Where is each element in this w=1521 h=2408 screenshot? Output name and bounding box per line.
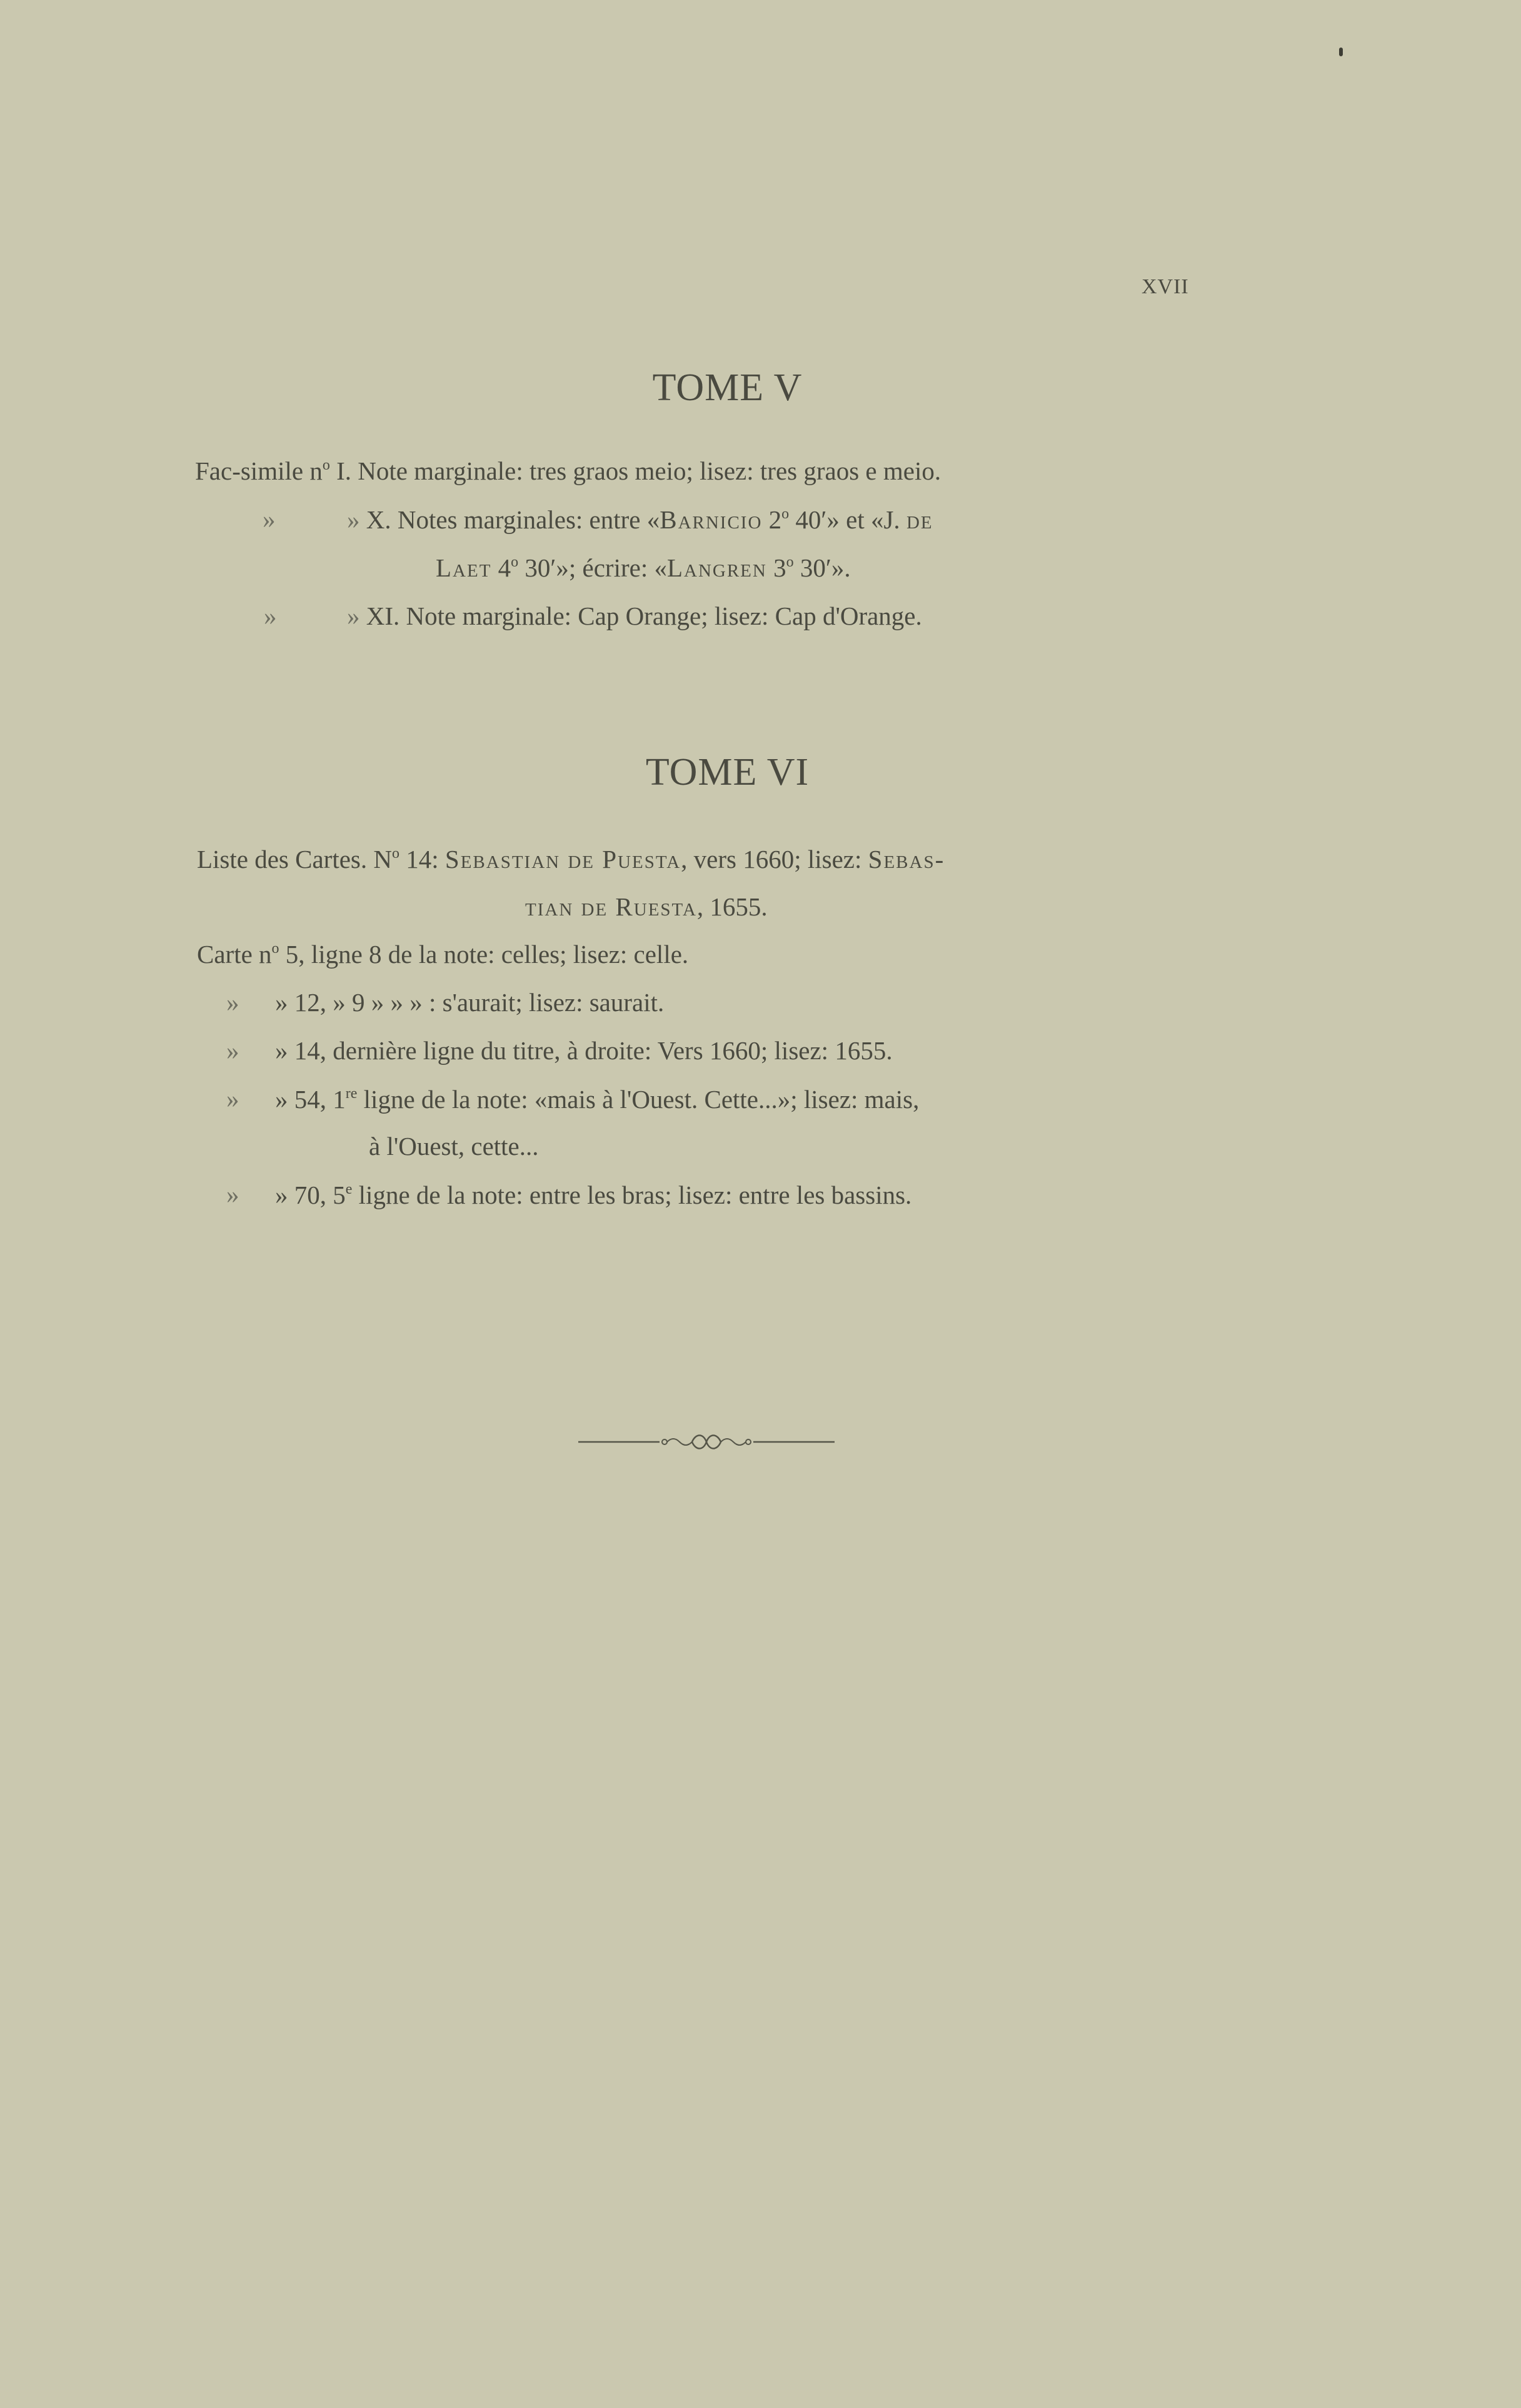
erratum-text: , vers 1660; lisez: [681, 845, 868, 874]
particle: de [906, 505, 933, 534]
erratum-text: ligne de la note: entre les bras; lisez: entre les bassins. [352, 1181, 912, 1209]
ditto-mark [226, 1086, 239, 1112]
erratum-text: » 12, » 9 » » » : s'aurait; lisez: saurait. [275, 988, 665, 1017]
erratum-text: 5, ligne 8 de la note: celles; lisez: celle. [279, 940, 689, 969]
erratum-text: 4 [491, 553, 511, 582]
erratum-text: 2 [762, 505, 782, 534]
erratum-text: » 14, dernière ligne du titre, à droite: Vers 1660; lisez: 1655. [275, 1036, 893, 1065]
heading-tome-6: TOME VI [645, 751, 810, 793]
erratum-line [195, 458, 941, 484]
ornament-scroll [667, 1439, 692, 1445]
ditto-mark-text: » [347, 505, 360, 534]
erratum-lead: Fac-simile n [195, 456, 323, 485]
ornament-divider [578, 1429, 835, 1454]
erratum-text: Carte n [197, 940, 272, 969]
author-name: Sebas- [868, 845, 945, 874]
degree-sign: o [786, 554, 794, 570]
erratum-text: 30′»; écrire: « [518, 553, 667, 582]
degree-sign: o [271, 940, 279, 957]
ornament-dot [662, 1439, 667, 1444]
page-number: XVII [1142, 275, 1189, 298]
degree-sign: o [322, 457, 330, 473]
ink-spot [1339, 48, 1343, 56]
ditto-mark [226, 1038, 239, 1064]
ornament-scroll [721, 1439, 746, 1445]
erratum-line [275, 1182, 911, 1208]
degree-sign: o [781, 506, 790, 522]
erratum-text: XI. Note marginale: Cap Orange; lisez: Cap d'Orange. [366, 602, 922, 630]
erratum-text: à l'Ouest, cette... [369, 1132, 539, 1161]
erratum-text: 30′». [793, 553, 851, 582]
erratum-text: » 54, 1 [275, 1085, 346, 1114]
ditto-mark-text: » [226, 1036, 239, 1065]
ditto-mark [264, 603, 277, 629]
author-name: Laet [436, 553, 492, 582]
erratum-text: 40′» et «J. [789, 505, 906, 534]
erratum-line [369, 1134, 539, 1159]
superscript: re [345, 1086, 358, 1102]
ditto-mark-text: » [263, 505, 276, 533]
erratum-text: , 1655. [696, 892, 768, 921]
superscript: e [345, 1181, 353, 1197]
erratum-text: X. Notes marginales: entre « [366, 505, 660, 534]
erratum-line [197, 941, 688, 967]
degree-sign: o [391, 845, 399, 862]
ornament-dot [746, 1439, 751, 1444]
heading-tome-5: TOME V [652, 366, 803, 409]
author-name: Barnicio [660, 505, 763, 534]
degree-sign: o [511, 554, 519, 570]
erratum-line [436, 555, 851, 581]
ditto-mark-text: » [264, 602, 277, 630]
erratum-text: Liste des Cartes. N [197, 845, 392, 874]
ditto-mark [226, 990, 239, 1015]
ornament-scroll [692, 1436, 721, 1449]
erratum-text: I. Note marginale: tres graos meio; lisez: tres graos e meio. [329, 456, 941, 485]
erratum-text: » 70, 5 [275, 1181, 346, 1209]
erratum-text: 14: [399, 845, 445, 874]
ditto-mark-text: » [226, 1084, 239, 1113]
erratum-line [275, 1038, 893, 1064]
erratum-line [347, 603, 922, 629]
erratum-line [275, 990, 664, 1015]
erratum-line [197, 846, 945, 872]
ditto-mark [226, 1182, 239, 1207]
erratum-line [275, 1086, 919, 1112]
ditto-mark-text: » [347, 602, 360, 630]
erratum-line [347, 506, 933, 533]
erratum-text: ligne de la note: «mais à l'Ouest. Cette...»; lisez: mais, [357, 1085, 920, 1114]
ditto-mark-text: » [226, 988, 239, 1017]
author-name: tian de Ruesta [525, 892, 697, 921]
author-name: Langren [666, 553, 767, 582]
ditto-mark [263, 506, 276, 532]
author-name: Sebastian de Puesta [444, 845, 681, 874]
erratum-text: 3 [766, 553, 786, 582]
ditto-mark-text: » [226, 1180, 239, 1209]
erratum-line [525, 894, 768, 920]
